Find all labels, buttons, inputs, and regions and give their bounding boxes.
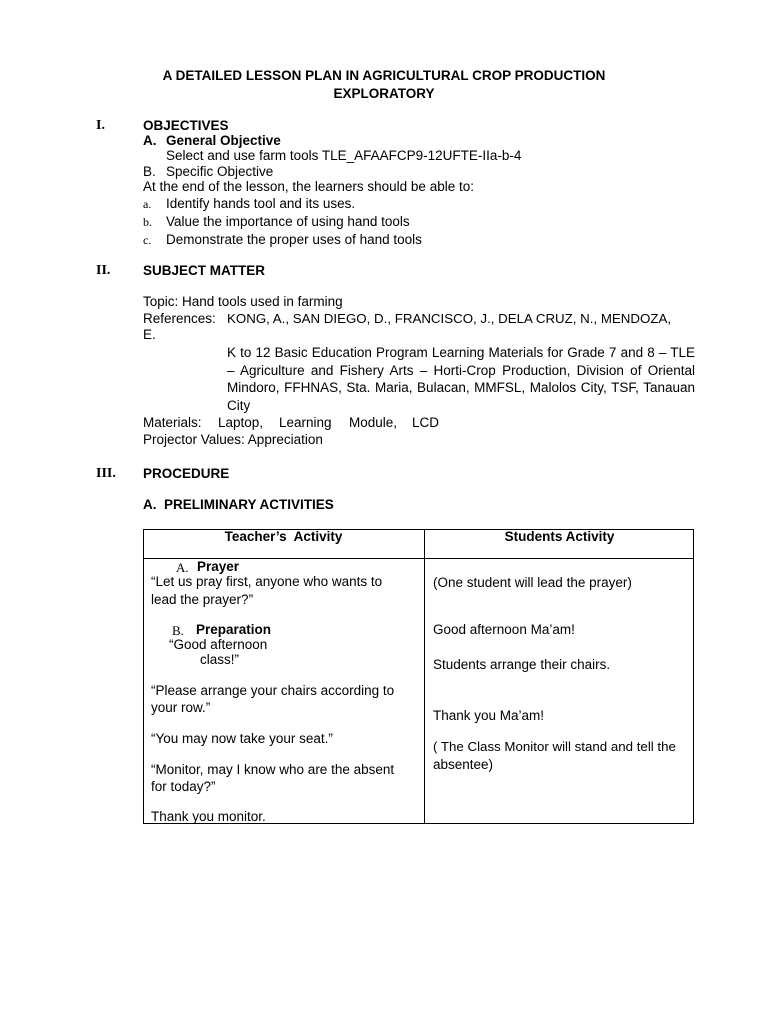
section-heading-objectives: OBJECTIVES <box>143 118 229 133</box>
teacher-seat-line: “You may now take your seat.” <box>151 731 333 746</box>
objective-item-marker: c. <box>143 233 152 247</box>
teacher-arrange-line-2: your row.” <box>151 700 211 715</box>
references-materials: K to 12 Basic Education Program Learning Materials for Grade 7 and 8 – TLE – Agriculture and Fishery Arts – Horti-Crop Production, Division of Oriental Mindoro, FFHNAS, Sta. Maria, Bulacan, MMFSL, Malolos City, TSF, Tanauan City <box>227 345 695 413</box>
materials-item: LCD <box>412 415 440 430</box>
topic-line: Topic: Hand tools used in farming <box>143 294 343 309</box>
preparation-letter: B. <box>172 623 184 638</box>
objective-item-text: Demonstrate the proper uses of hand tools <box>166 232 422 247</box>
teacher-prayer-line-1: “Let us pray first, anyone who wants to <box>151 574 383 589</box>
preliminary-activities-heading: A. PRELIMINARY ACTIVITIES <box>143 497 334 512</box>
teacher-monitor-line-2: for today?” <box>151 779 216 794</box>
objectives-intro: At the end of the lesson, the learners should be able to: <box>143 179 474 194</box>
general-objective-letter: A. <box>143 133 157 148</box>
materials-label: Materials: <box>143 415 202 430</box>
section-heading-subject-matter: SUBJECT MATTER <box>143 263 266 278</box>
document-title-line-2: EXPLORATORY <box>333 86 435 101</box>
student-prayer-response: (One student will lead the prayer) <box>433 575 632 590</box>
teacher-prayer-line-2: lead the prayer?” <box>151 592 254 607</box>
materials-item: Module, <box>349 415 398 430</box>
references-authors: KONG, A., SAN DIEGO, D., FRANCISCO, J., DELA CRUZ, N., MENDOZA, <box>227 311 672 326</box>
teacher-activity-header: Teacher’s Activity <box>224 529 343 544</box>
objective-item-marker: a. <box>143 197 152 211</box>
student-monitor-response-line-2: absentee) <box>433 757 494 772</box>
specific-objective-letter: B. <box>143 164 156 179</box>
teacher-arrange-line-1: “Please arrange your chairs according to <box>151 683 395 698</box>
student-monitor-response-line-1: ( The Class Monitor will stand and tell the <box>433 739 676 754</box>
materials-item: Laptop, <box>218 415 264 430</box>
table-column-divider <box>424 529 425 824</box>
references-authors-end: E. <box>143 327 156 342</box>
section-numeral-objectives: I. <box>96 118 105 133</box>
preparation-label: Preparation <box>196 622 272 637</box>
teacher-monitor-line-1: “Monitor, may I know who are the absent <box>151 762 395 777</box>
teacher-greet-line-1: “Good afternoon <box>169 637 268 652</box>
references-label: References: <box>143 311 216 326</box>
document-title-line-1: A DETAILED LESSON PLAN IN AGRICULTURAL CROP PRODUCTION <box>162 68 606 83</box>
general-objective-label: General Objective <box>166 133 281 148</box>
objective-item-marker: b. <box>143 215 152 229</box>
general-objective-text: Select and use farm tools TLE_AFAAFCP9-12UFTE-IIa-b-4 <box>166 148 522 163</box>
prayer-letter: A. <box>176 560 189 575</box>
teacher-thanks-monitor: Thank you monitor. <box>151 809 266 824</box>
teacher-greet-line-2: class!” <box>200 652 240 667</box>
objective-item-text: Value the importance of using hand tools <box>166 214 410 229</box>
students-activity-header: Students Activity <box>504 529 615 544</box>
student-greet-response: Good afternoon Ma’am! <box>433 622 575 637</box>
section-numeral-procedure: III. <box>96 466 116 481</box>
specific-objective-label: Specific Objective <box>166 164 274 179</box>
prayer-label: Prayer <box>197 559 240 574</box>
objective-item-text: Identify hands tool and its uses. <box>166 196 356 211</box>
materials-item: Learning <box>279 415 332 430</box>
values-line: Projector Values: Appreciation <box>143 432 323 447</box>
section-numeral-subject-matter: II. <box>96 263 111 278</box>
section-heading-procedure: PROCEDURE <box>143 466 230 481</box>
student-arrange-response: Students arrange their chairs. <box>433 657 611 672</box>
student-thanks-response: Thank you Ma’am! <box>433 708 545 723</box>
